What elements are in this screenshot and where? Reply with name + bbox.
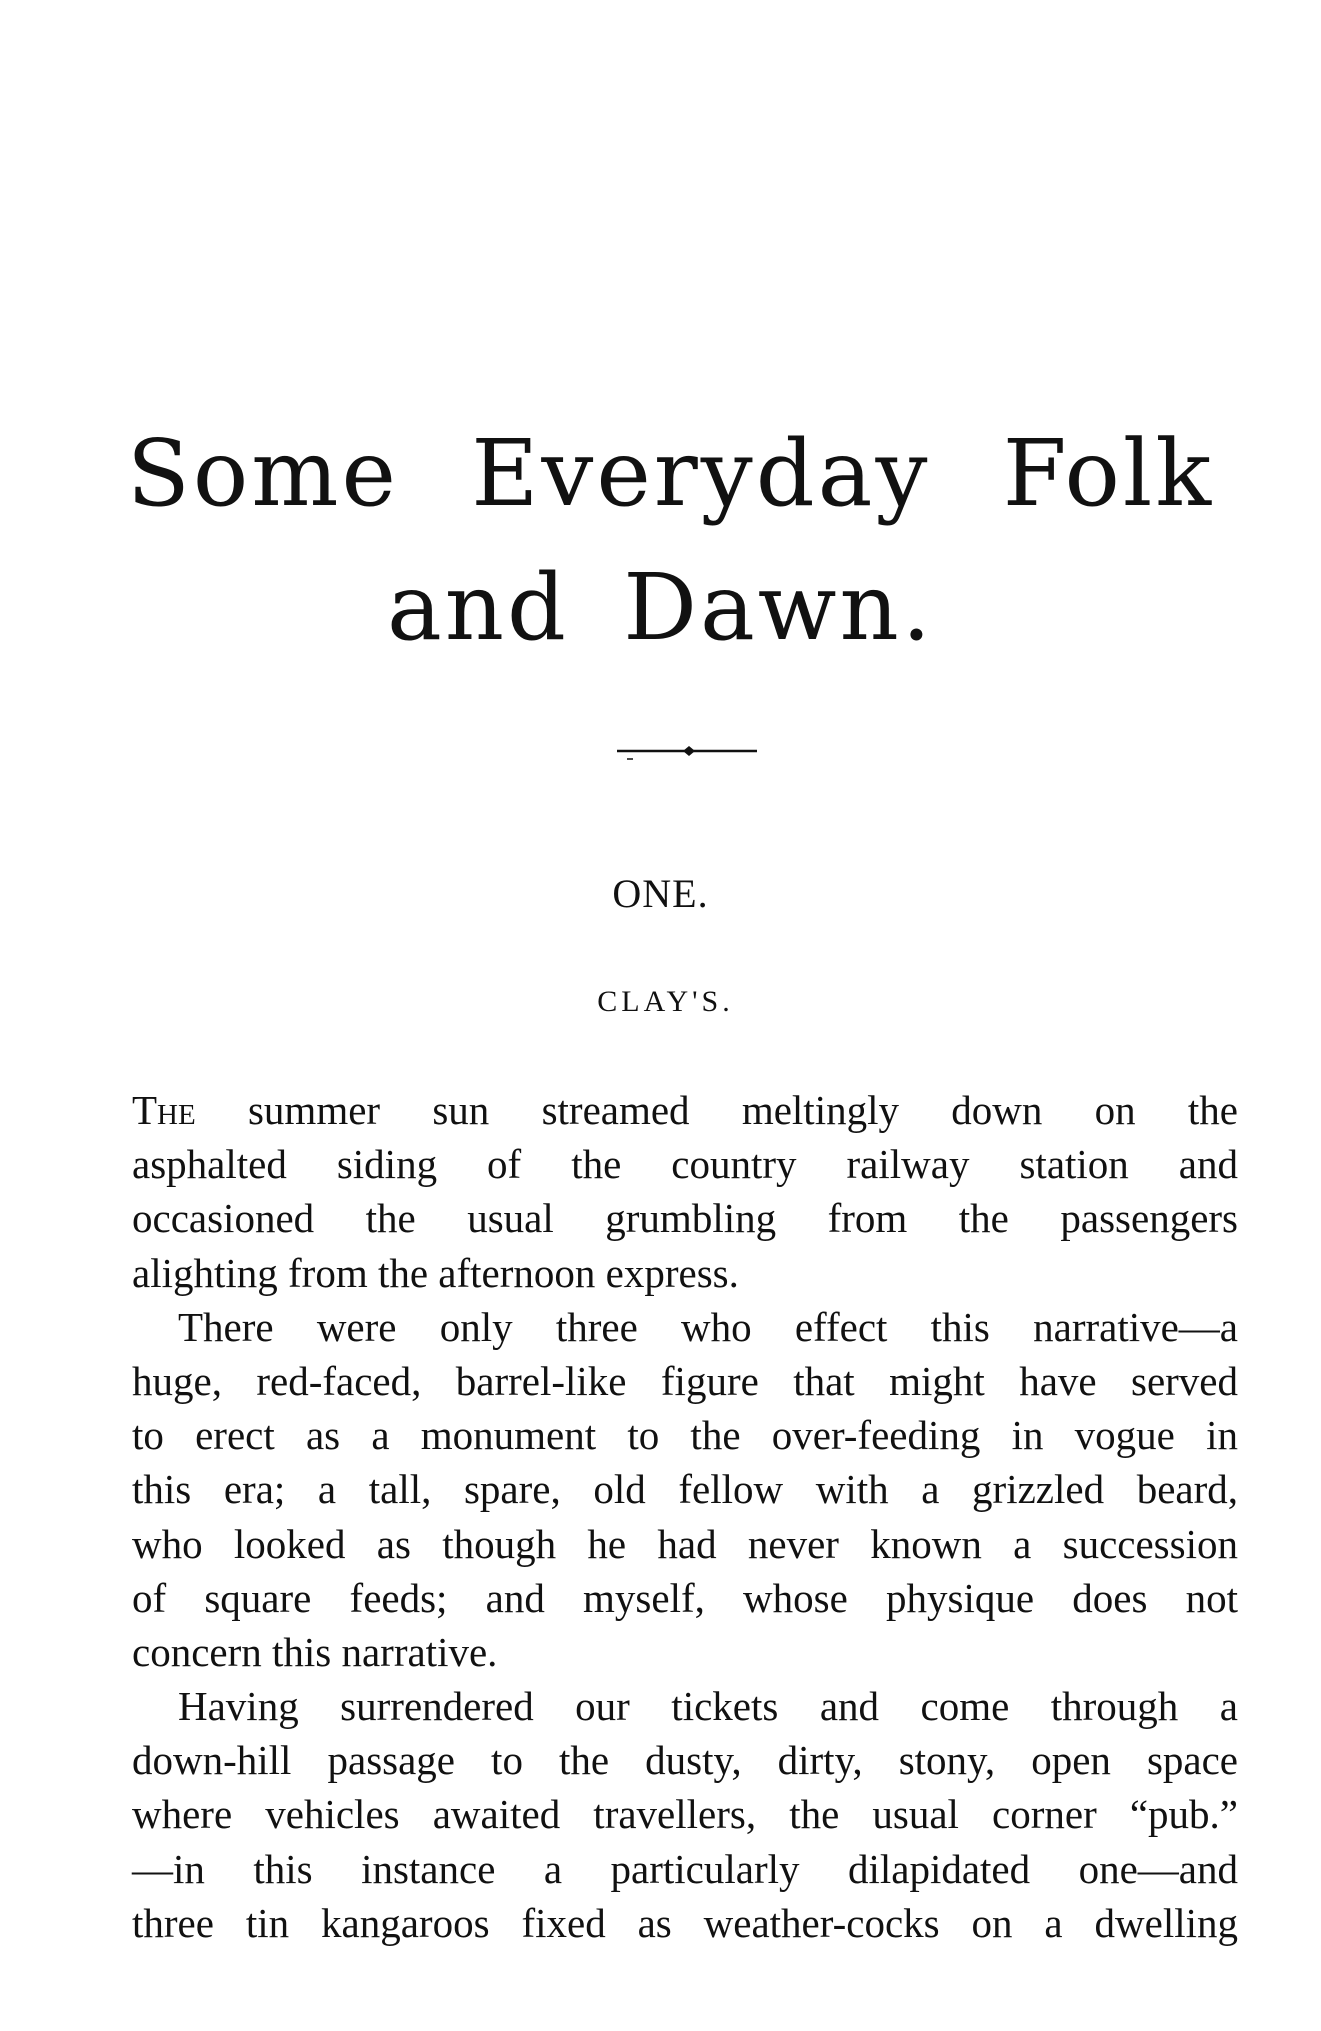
text-line: where vehicles awaited travellers, the usual corner “pub.” xyxy=(132,1791,1238,1838)
chapter-number: ONE. xyxy=(612,871,709,916)
text-line: There were only three who effect this narrative—a xyxy=(178,1303,1238,1350)
text-line: —in this instance a particularly dilapidated one—and xyxy=(132,1845,1238,1892)
text-line-rest: summer sun streamed meltingly down on the xyxy=(195,1087,1238,1133)
chapter-body xyxy=(132,1083,1238,1950)
text-line: Having surrendered our tickets and come through a xyxy=(178,1683,1238,1730)
ornament-divider xyxy=(617,743,757,763)
text-line: down-hill passage to the dusty, dirty, stony, open space xyxy=(132,1737,1238,1784)
text-line: who looked as though he had never known a succession xyxy=(132,1520,1238,1567)
lead-word: The xyxy=(132,1087,196,1133)
paragraph-3 xyxy=(132,1679,1238,1950)
text-line: three tin kangaroos fixed as weather-cocks on a dwelling xyxy=(132,1899,1238,1946)
chapter-title: CLAY'S. xyxy=(597,985,734,1018)
text-line: alighting from the afternoon express. xyxy=(132,1249,739,1296)
text-line: huge, red-faced, barrel-like figure that might have served xyxy=(132,1357,1238,1404)
text-line: concern this narrative. xyxy=(132,1628,498,1675)
text-line: asphalted siding of the country railway station and xyxy=(132,1141,1238,1188)
text-line: this era; a tall, spare, old fellow with a grizzled beard, xyxy=(132,1466,1238,1513)
text-line: of square feeds; and myself, whose physique does not xyxy=(132,1574,1238,1621)
paragraph-1 xyxy=(132,1083,1238,1300)
text-line: to erect as a monument to the over-feeding in vogue in xyxy=(132,1412,1238,1459)
text-line: occasioned the usual grumbling from the passengers xyxy=(132,1195,1238,1242)
paragraph-2 xyxy=(132,1300,1238,1679)
book-title-line-2: and Dawn. xyxy=(386,554,935,661)
text-line xyxy=(132,1083,1238,1137)
book-title-line-1: Some Everyday Folk xyxy=(126,420,1215,527)
